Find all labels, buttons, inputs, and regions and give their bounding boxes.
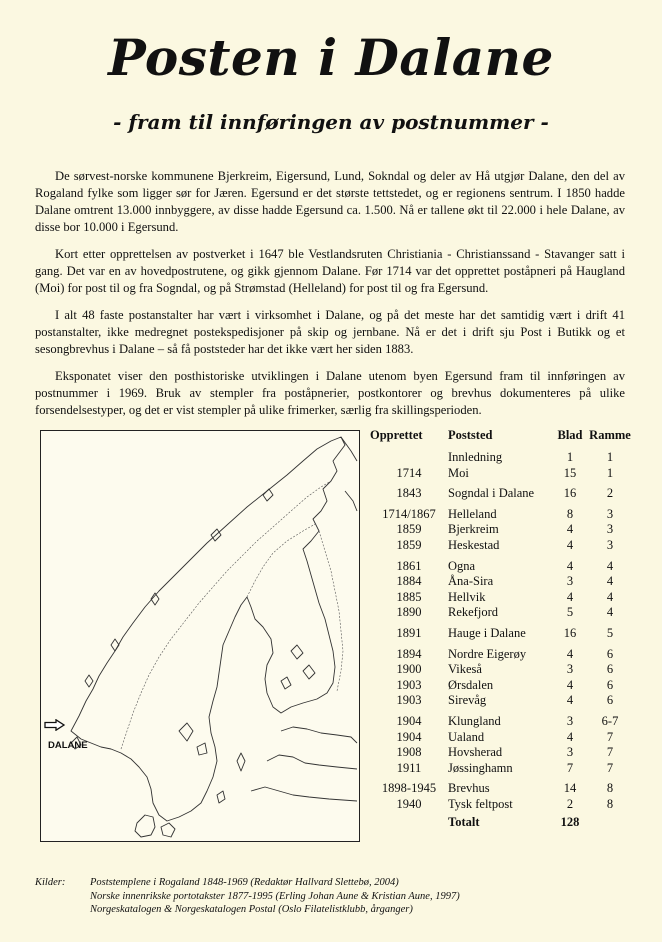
intro-paragraph: De sørvest-norske kommunene Bjerkreim, Eigersund, Lund, Sokndal og deler av Hå utgjør Dalane, den del av Rogaland fylke som ligger sør for Jæren. Egersund er det største tettstedet, og er regionens sentrum. I 1850 hadde Dalane omtrent 13.000 innbyggere, av disse hadde Egersund ca. 1.500. Nå er tallene økt til 22.000 i hele Dalane, av disse bor 10.000 i Egersund. (35, 169, 625, 234)
cell-blad: 4 (566, 693, 574, 708)
cell-ramme: 1 (606, 450, 614, 464)
cell-ramme: 8 (606, 796, 614, 811)
cell-blad: 4 (566, 646, 574, 661)
cell-poststed: Klungland (448, 713, 501, 728)
table-total-row (370, 812, 632, 831)
table-row (370, 693, 632, 709)
cell-blad: 4 (566, 558, 574, 573)
cell-opprettet: 1885 (396, 589, 422, 604)
cell-poststed: Sogndal i Dalane (448, 486, 535, 501)
cell-opprettet: 1843 (396, 486, 422, 501)
cell-poststed: Ørsdalen (448, 677, 494, 692)
total-spacer (370, 812, 448, 831)
cell-ramme: 4 (606, 574, 614, 589)
cell-ramme: 3 (606, 537, 614, 552)
table-row (370, 450, 632, 466)
cell-ramme: 4 (606, 605, 614, 620)
table-body (370, 450, 632, 831)
cell-ramme: 5 (606, 625, 614, 640)
table-row (370, 662, 632, 678)
cell-opprettet: 1891 (396, 625, 422, 640)
col-header-blad: Blad (557, 428, 583, 442)
cell-poststed: Bjerkreim (448, 522, 499, 537)
cell-blad: 15 (563, 465, 577, 480)
cell-blad: 2 (566, 796, 574, 811)
cell-poststed: Brevhus (448, 781, 490, 796)
cell-poststed: Åna-Sira (448, 574, 494, 589)
table-row (370, 522, 632, 538)
cell-opprettet: 1894 (396, 646, 422, 661)
cell-poststed: Nordre Eigerøy (448, 646, 527, 661)
arrow-right-icon (44, 719, 66, 731)
cell-opprettet: 1911 (396, 760, 422, 775)
total-spacer (588, 812, 632, 831)
table-row (370, 776, 632, 797)
cell-ramme: 6 (606, 646, 614, 661)
cell-poststed: Rekefjord (448, 605, 498, 620)
cell-poststed: Tysk feltpost (448, 796, 513, 811)
col-header-ramme: Ramme (589, 428, 631, 442)
cell-opprettet: 1904 (396, 713, 422, 728)
page-subtitle: - fram til innføringen av postnummer - (113, 110, 549, 134)
table-row (370, 678, 632, 694)
cell-opprettet: 1884 (396, 574, 422, 589)
cell-opprettet: 1940 (396, 796, 422, 811)
cell-opprettet: 1714 (396, 465, 422, 480)
sources-label: Kilder: (35, 877, 66, 888)
cell-ramme: 2 (606, 486, 614, 501)
cell-opprettet: 1859 (396, 537, 422, 552)
cell-opprettet: 1903 (396, 677, 422, 692)
total-value: 128 (560, 815, 580, 830)
cell-ramme: 3 (606, 506, 614, 521)
post-office-table (370, 428, 632, 831)
cell-blad: 3 (566, 745, 574, 760)
cell-ramme: 6 (606, 662, 614, 677)
cell-blad: 7 (566, 760, 574, 775)
table-row (370, 621, 632, 642)
cell-ramme: 6 (606, 693, 614, 708)
cell-opprettet: 1903 (396, 693, 422, 708)
cell-blad: 3 (566, 574, 574, 589)
cell-poststed: Hauge i Dalane (448, 625, 526, 640)
cell-ramme: 3 (606, 522, 614, 537)
intro-paragraph: I alt 48 faste postanstalter har vært i virksomhet i Dalane, og på det meste har det samtidig vært i drift 41 postanstalter, ikke medregnet postekspedisjoner på skip og jernbane. Nå er det i drift sju Post i Butikk og et sesongbrevhus i Dalane – så få poststeder har det ikke vært her siden 1883. (35, 308, 625, 356)
table-header-row (370, 428, 632, 450)
cell-blad: 14 (563, 781, 577, 796)
col-header-opprettet: Opprettet (370, 428, 423, 442)
table-row (370, 538, 632, 554)
cell-poststed: Ogna (448, 558, 476, 573)
cell-poststed: Hellvik (448, 589, 486, 604)
cell-blad: 4 (566, 729, 574, 744)
cell-ramme: 1 (606, 465, 614, 480)
cell-blad: 16 (563, 486, 577, 501)
cell-blad: 16 (563, 625, 577, 640)
cell-opprettet: 1908 (396, 745, 422, 760)
cell-blad: 8 (566, 506, 574, 521)
cell-poststed: Helleland (448, 506, 497, 521)
cell-opprettet: 1714/1867 (382, 506, 436, 521)
cell-blad: 5 (566, 605, 574, 620)
sources-list (90, 876, 610, 917)
cell-poststed: Hovsherad (448, 745, 503, 760)
table-row (370, 502, 632, 523)
table-row (370, 605, 632, 621)
cell-ramme: 7 (606, 745, 614, 760)
scandinavia-map (40, 430, 360, 842)
cell-poststed: Ualand (448, 729, 485, 744)
table-row (370, 590, 632, 606)
cell-poststed: Innledning (448, 450, 503, 464)
cell-blad: 3 (566, 662, 574, 677)
cell-blad: 1 (566, 450, 574, 464)
intro-paragraph: Eksponatet viser den posthistoriske utviklingen i Dalane utenom byen Egersund fram til innføringen av postnummer i 1969. Bruk av stempler fra poståpnerier, postkontorer og brevhus dokumenteres på ulike forsendelsestyper, og det er vist stempler på ulike frimerker, særlig fra skillingsperioden. (35, 369, 625, 417)
cell-ramme: 6-7 (601, 713, 619, 728)
cell-ramme: 4 (606, 589, 614, 604)
page-title: Posten i Dalane (108, 28, 554, 87)
total-label: Totalt (448, 815, 480, 830)
cell-opprettet: 1904 (396, 729, 422, 744)
cell-blad: 4 (566, 677, 574, 692)
table-row (370, 709, 632, 730)
cell-ramme: 8 (606, 781, 614, 796)
map-label-dalane: DALANE (48, 740, 88, 751)
intro-text (35, 168, 625, 429)
source-line: Poststemplene i Rogaland 1848-1969 (Redaktør Hallvard Slettebø, 2004) (90, 877, 399, 888)
cell-ramme: 7 (606, 729, 614, 744)
cell-opprettet: 1861 (396, 558, 422, 573)
cell-opprettet: 1900 (396, 662, 422, 677)
table-row (370, 554, 632, 575)
source-line: Norgeskatalogen & Norgeskatalogen Postal (Oslo Filatelistklubb, årganger) (90, 904, 413, 915)
cell-poststed: Jøssinghamn (448, 760, 513, 775)
cell-blad: 4 (566, 589, 574, 604)
intro-paragraph: Kort etter opprettelsen av postverket i 1647 ble Vestlandsruten Christiania - Christianssand - Stavanger satt i gang. Det var en av hovedpostrutene, og gikk gjennom Dalane. Før 1714 var det opprettet poståpneri på Haugland (Moi) for post til og fra Sogndal, og på Strømstad (Helleland) for post til og fra Egersund. (35, 247, 625, 295)
cell-opprettet (370, 450, 448, 466)
table-row (370, 761, 632, 777)
cell-ramme: 6 (606, 677, 614, 692)
source-line: Norske innenrikske portotakster 1877-1995 (Erling Johan Aune & Kristian Aune, 1997) (90, 890, 460, 902)
cell-poststed: Heskestad (448, 537, 500, 552)
table-row (370, 481, 632, 502)
cell-ramme: 7 (606, 760, 614, 775)
cell-blad: 3 (566, 713, 574, 728)
scandinavia-outline-map (41, 431, 359, 841)
cell-poststed: Sirevåg (448, 693, 487, 708)
col-header-poststed: Poststed (448, 428, 493, 442)
cell-blad: 4 (566, 522, 574, 537)
cell-opprettet: 1859 (396, 522, 422, 537)
cell-ramme: 4 (606, 558, 614, 573)
cell-poststed: Moi (448, 465, 469, 480)
cell-blad: 4 (566, 537, 574, 552)
table-row (370, 730, 632, 746)
cell-opprettet: 1898-1945 (381, 781, 437, 796)
table-row (370, 466, 632, 482)
table-row (370, 642, 632, 663)
cell-opprettet: 1890 (396, 605, 422, 620)
table-row (370, 797, 632, 813)
table-row (370, 574, 632, 590)
table-row (370, 745, 632, 761)
cell-poststed: Vikeså (448, 662, 482, 677)
